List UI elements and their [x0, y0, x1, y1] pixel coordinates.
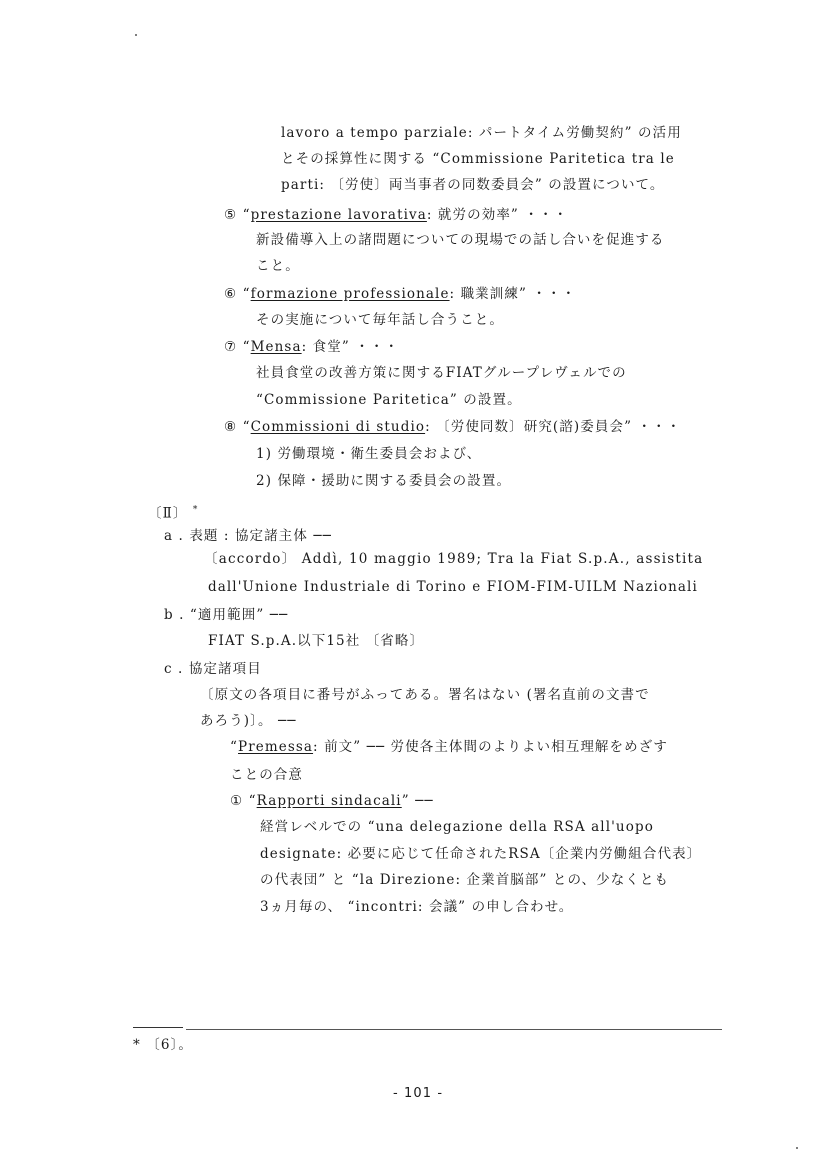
item-7-term: Mensa [250, 339, 302, 355]
item-8-heading [224, 418, 681, 436]
premessa-open-quote: “ [230, 739, 239, 755]
item-7-rest: : 食堂” ・・・ [301, 339, 400, 355]
page-number: - 101 - [393, 1086, 444, 1101]
item-5-open-quote: “ [242, 207, 251, 223]
item-7-open-quote: “ [242, 339, 251, 355]
scan-speck [135, 34, 137, 36]
section-2-label: 〔Ⅱ〕 [148, 505, 188, 522]
item-1-line-3: の代表団” と “la Direzione: 企業首脳部” との、少なくとも [260, 872, 670, 888]
footnote-separator-short [133, 1027, 183, 1028]
intro-line-3: parti: 〔労使〕両当事者の同数委員会” の設置について。 [281, 177, 665, 193]
item-6-open-quote: “ [242, 286, 251, 302]
subsection-b-line-1: FIAT S.p.A.以下15社 〔省略〕 [208, 633, 425, 649]
item-6-line-1: その実施について毎年話し合うこと。 [256, 312, 504, 328]
item-5-term: prestazione lavorativa [250, 207, 427, 223]
item-1-rest: ” ── [401, 793, 434, 809]
subsection-a-line-2: dall'Unione Industriale di Torino e FIOM-FIM-UILM Nazionali [208, 579, 698, 595]
item-7-line-1: 社員食堂の改善方策に関するFIATグループレヴェルでの [256, 365, 627, 381]
item-1-marker: ① [230, 793, 244, 809]
item-8-line-2: 2) 保障・援助に関する委員会の設置。 [256, 473, 512, 489]
item-5-line-2: こと。 [256, 258, 300, 274]
item-1-heading [230, 792, 434, 810]
item-1-open-quote: “ [248, 793, 257, 809]
subsection-c-line-1: 〔原文の各項目に番号がふってある。署名はない (署名直前の文書で [200, 687, 650, 703]
item-8-rest: : 〔労使同数〕研究(諮)委員会” ・・・ [425, 419, 682, 435]
premessa-heading [230, 738, 668, 756]
item-8-marker: ⑧ [224, 419, 238, 435]
item-7-marker: ⑦ [224, 339, 238, 355]
item-6-marker: ⑥ [224, 286, 238, 302]
premessa-rest: : 前文” ── 労使各主体間のよりよい相互理解をめざす [313, 739, 668, 755]
intro-line-1: lavoro a tempo parziale: パートタイム労働契約” の活用 [281, 125, 682, 141]
section-2-heading [148, 501, 199, 523]
subsection-a-line-1: 〔accordo〕 Addì, 10 maggio 1989; Tra la Fiat S.p.A., assistita [204, 551, 704, 567]
item-6-heading [224, 285, 576, 303]
scan-speck [796, 1147, 798, 1149]
footnote-reference: * [192, 505, 199, 515]
item-6-term: formazione professionale [250, 286, 450, 302]
item-1-line-4: 3ヵ月毎の、 “incontri: 会議” の申し合わせ。 [260, 899, 574, 915]
item-5-line-1: 新設備導入上の諸問題についての現場での話し合いを促進する [256, 232, 665, 248]
item-6-rest: : 職業訓練” ・・・ [449, 286, 577, 302]
item-1-term: Rapporti sindacali [256, 793, 402, 809]
subsection-c-line-2: あろう)〕。 ── [200, 713, 297, 729]
item-5-rest: : 就労の効率” ・・・ [426, 207, 569, 223]
subsection-c-label: c . 協定諸項目 [164, 661, 262, 677]
intro-line-2: とその採算性に関する “Commissione Paritetica tra le [281, 151, 675, 167]
item-8-open-quote: “ [242, 419, 251, 435]
subsection-b-label: b . “適用範囲” ── [164, 607, 289, 623]
premessa-line-2: ことの合意 [230, 767, 303, 783]
item-7-line-2: “Commissione Paritetica” の設置。 [256, 392, 522, 408]
subsection-a-label: a . 表題 : 協定諸主体 ── [164, 528, 332, 544]
item-5-heading [224, 206, 568, 224]
item-8-term: Commissioni di studio [250, 419, 426, 435]
item-7-heading [224, 338, 399, 356]
item-5-marker: ⑤ [224, 207, 238, 223]
item-1-line-1: 経営レベルでの “una delegazione della RSA all'uopo [260, 819, 654, 835]
premessa-term: Premessa [238, 739, 314, 755]
item-8-line-1: 1) 労働環境・衛生委員会および、 [256, 446, 482, 462]
footnote-separator-long [186, 1029, 722, 1030]
footnote-text: * 〔6〕。 [133, 1037, 193, 1053]
item-1-line-2: designate: 必要に応じて任命されたRSA〔企業内労働組合代表〕 [260, 846, 702, 862]
